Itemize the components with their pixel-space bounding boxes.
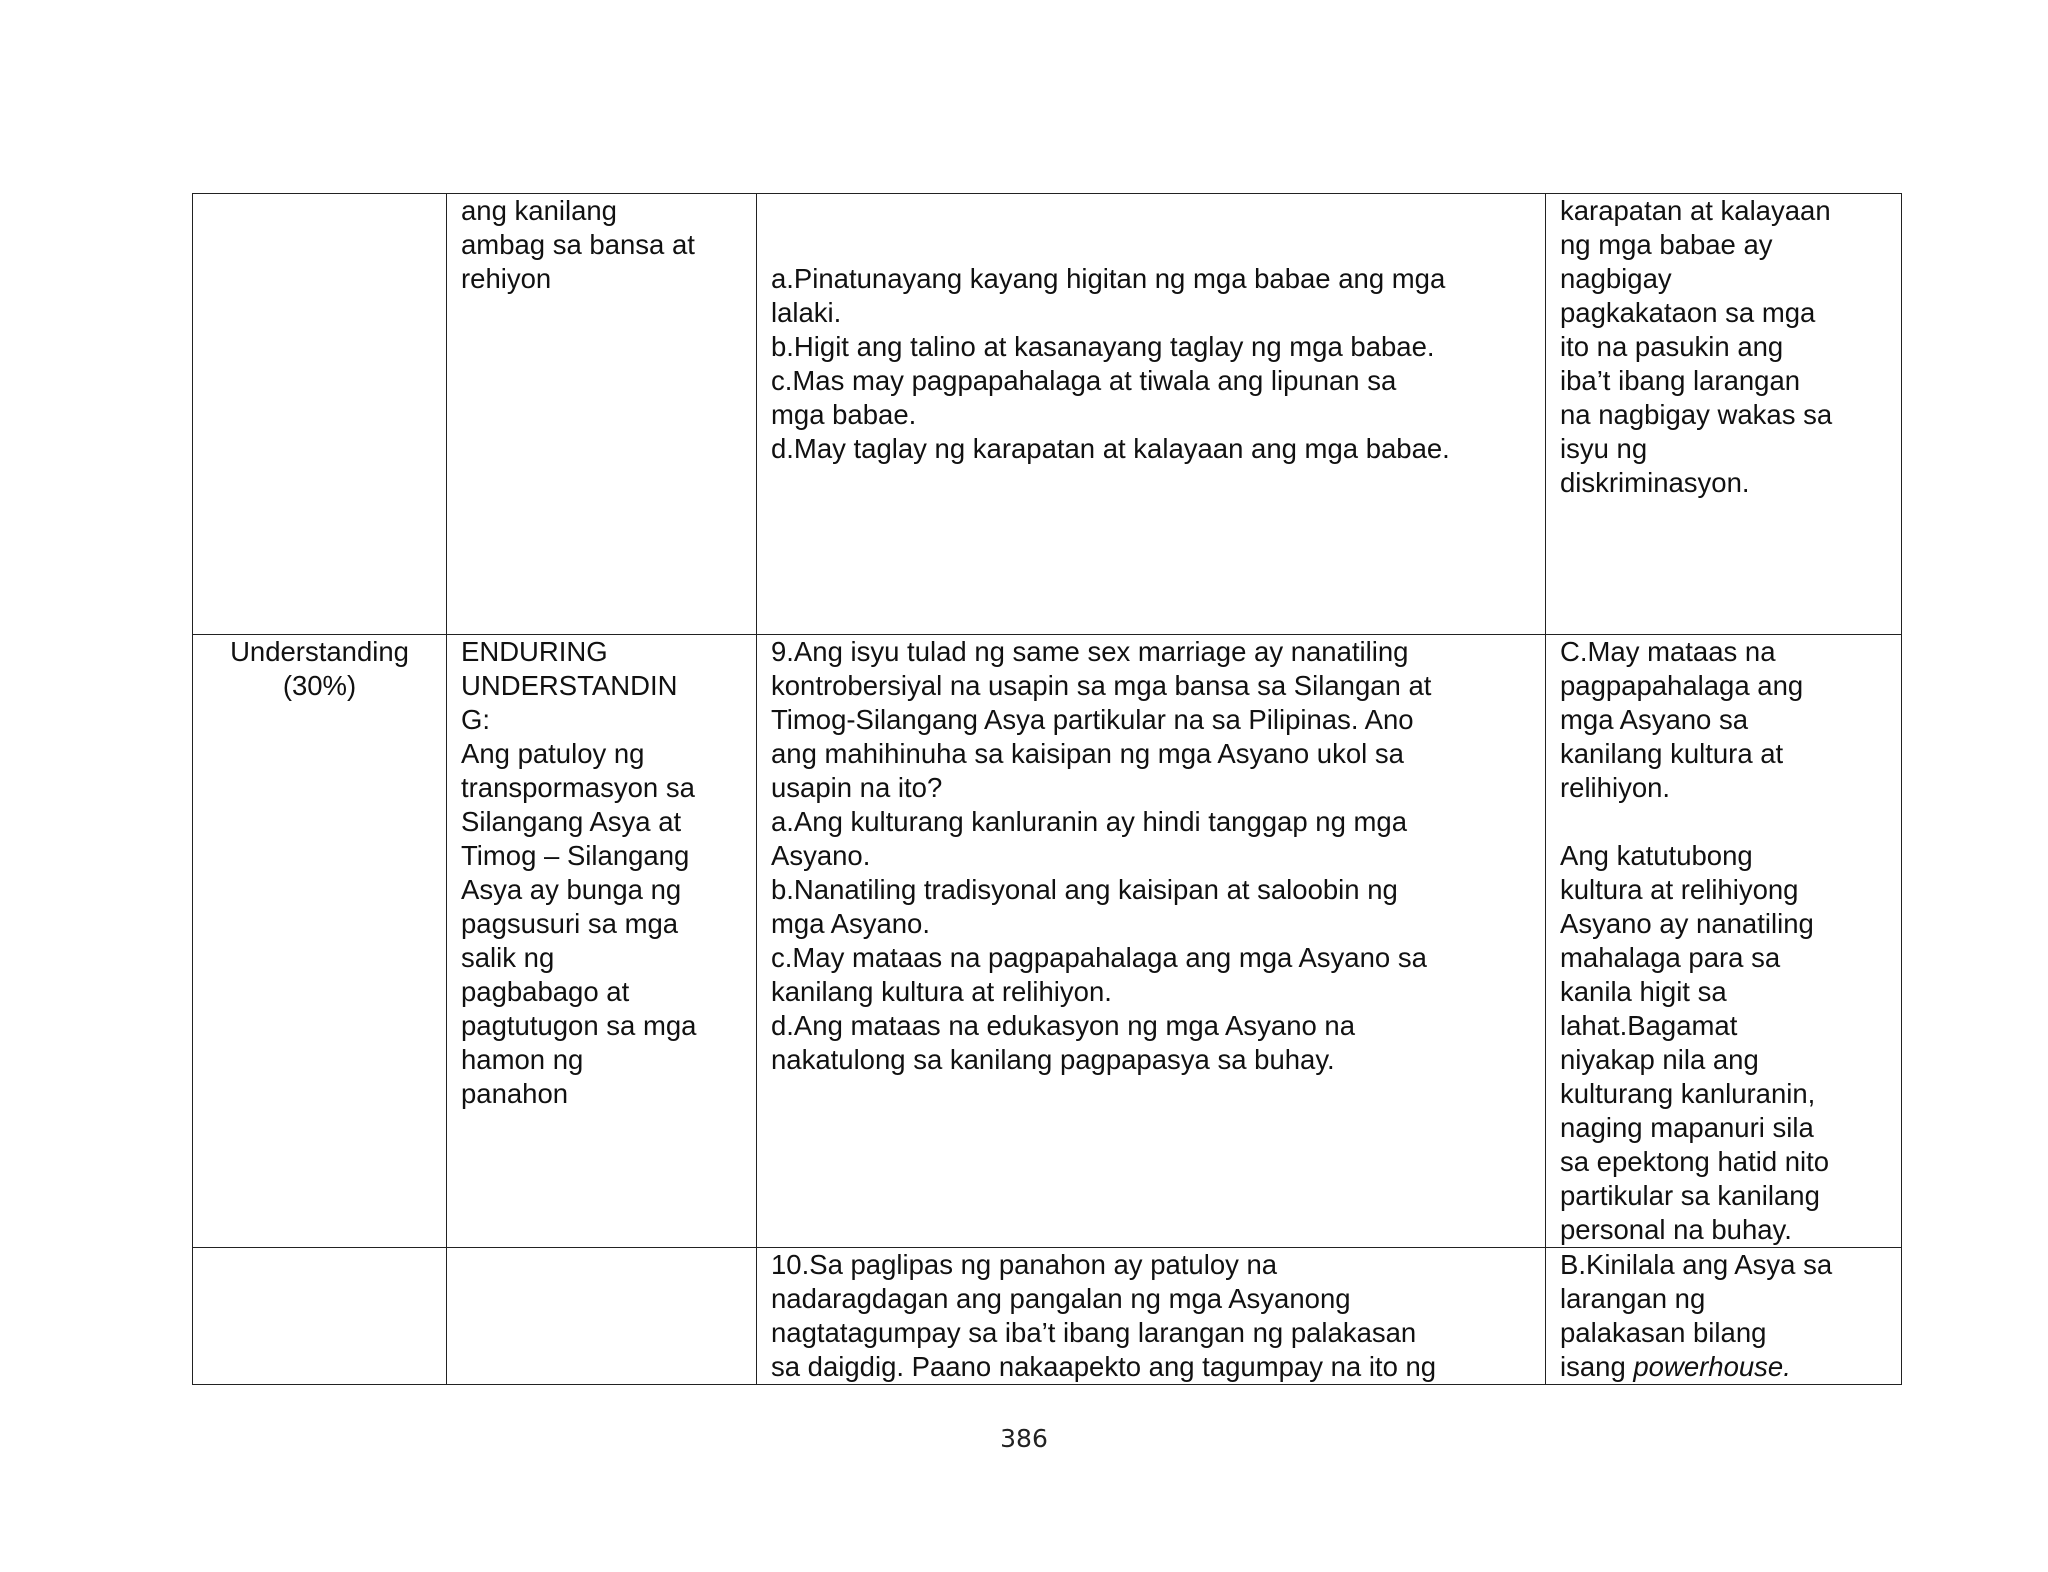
cell-line: sa epektong hatid nito	[1560, 1146, 1830, 1177]
cell-line: pagkakataon sa mga	[1560, 297, 1816, 328]
question-cell	[757, 635, 1546, 1248]
cell-line: ng mga babae ay	[1560, 229, 1773, 260]
level-cell	[193, 1248, 447, 1385]
cell-line: usapin na ito?	[771, 772, 943, 803]
cell-line: Ang katutubong	[1560, 840, 1753, 871]
cell-line: na nagbigay wakas sa	[1560, 399, 1833, 430]
cell-line: rehiyon	[461, 263, 552, 294]
cell-line: nagbigay	[1560, 263, 1672, 294]
cell-line: UNDERSTANDIN	[461, 670, 678, 701]
cell-line: lahat.Bagamat	[1560, 1010, 1738, 1041]
table-row	[193, 635, 1902, 1248]
cell-line: c.May mataas na pagpapahalaga ang mga Asyano sa	[771, 942, 1427, 973]
cell-line: kultura at relihiyong	[1560, 874, 1799, 905]
cell-line: transpormasyon sa	[461, 772, 695, 803]
cell-line: Timog – Silangang	[461, 840, 690, 871]
cell-line: partikular sa kanilang	[1560, 1180, 1820, 1211]
cell-line: niyakap nila ang	[1560, 1044, 1759, 1075]
cell-line: pagtutugon sa mga	[461, 1010, 697, 1041]
cell-line: c.Mas may pagpapahalaga at tiwala ang lipunan sa	[771, 365, 1397, 396]
question-cell	[757, 1248, 1546, 1385]
cell-line: kulturang kanluranin,	[1560, 1078, 1816, 1109]
cell-line: pagsusuri sa mga	[461, 908, 679, 939]
cell-line: ambag sa bansa at	[461, 229, 695, 260]
cell-line: relihiyon.	[1560, 772, 1671, 803]
table-row	[193, 194, 1902, 635]
page-number: 386	[1000, 1424, 1048, 1453]
cell-line: pagpapahalaga ang	[1560, 670, 1804, 701]
cell-line: nadaragdagan ang pangalan ng mga Asyanong	[771, 1283, 1351, 1314]
cell-line: palakasan bilang	[1560, 1317, 1767, 1348]
cell-line: iba’t ibang larangan	[1560, 365, 1801, 396]
cell-line: sa daigdig. Paano nakaapekto ang tagumpay na ito ng	[771, 1351, 1437, 1382]
cell-line: Ang patuloy ng	[461, 738, 645, 769]
cell-line: Asya ay bunga ng	[461, 874, 682, 905]
answer-cell	[1546, 635, 1902, 1248]
cell-line: Asyano.	[771, 840, 871, 871]
cell-line: d.May taglay ng karapatan at kalayaan ang mga babae.	[771, 433, 1450, 464]
cell-line: karapatan at kalayaan	[1560, 195, 1831, 226]
cell-line: salik ng	[461, 942, 555, 973]
cell-line: 10.Sa paglipas ng panahon ay patuloy na	[771, 1249, 1278, 1280]
cell-line: personal na buhay.	[1560, 1214, 1792, 1245]
level-cell	[193, 635, 447, 1248]
cell-line: panahon	[461, 1078, 569, 1109]
cell-line: ang kanilang	[461, 195, 617, 226]
cell-line: mga Asyano sa	[1560, 704, 1749, 735]
cell-line: ENDURING	[461, 636, 608, 667]
cell-line: a.Pinatunayang kayang higitan ng mga babae ang mga	[771, 263, 1446, 294]
cell-line	[1560, 1350, 1887, 1384]
table-row	[193, 1248, 1902, 1385]
paragraph-gap	[1560, 805, 1887, 839]
cell-line: 9.Ang isyu tulad ng same sex marriage ay nanatiling	[771, 636, 1409, 667]
cell-line: lalaki.	[771, 297, 842, 328]
cell-line: d.Ang mataas na edukasyon ng mga Asyano na	[771, 1010, 1356, 1041]
cell-line: nagtatagumpay sa iba’t ibang larangan ng palakasan	[771, 1317, 1417, 1348]
answer-cell	[1546, 1248, 1902, 1385]
answer-cell	[1546, 194, 1902, 635]
cell-line: kanila higit sa	[1560, 976, 1727, 1007]
cell-line: ito na pasukin ang	[1560, 331, 1784, 362]
cell-line: kontrobersiyal na usapin sa mga bansa sa Silangan at	[771, 670, 1432, 701]
cell-line: Timog-Silangang Asya partikular na sa Pilipinas. Ano	[771, 704, 1414, 735]
question-cell	[757, 194, 1546, 635]
cell-line: isyu ng	[1560, 433, 1648, 464]
cell-line: kanilang kultura at	[1560, 738, 1784, 769]
competency-cell	[447, 1248, 757, 1385]
cell-line: b.Nanatiling tradisyonal ang kaisipan at saloobin ng	[771, 874, 1398, 905]
cell-line: (30%)	[282, 670, 357, 701]
cell-line: mga Asyano.	[771, 908, 930, 939]
cell-line: mahalaga para sa	[1560, 942, 1781, 973]
cell-line: Understanding	[230, 636, 409, 667]
cell-line: Silangang Asya at	[461, 806, 682, 837]
cell-line: hamon ng	[461, 1044, 584, 1075]
cell-line: C.May mataas na	[1560, 636, 1776, 667]
cell-line: nakatulong sa kanilang pagpapasya sa buhay.	[771, 1044, 1335, 1075]
cell-line: pagbabago at	[461, 976, 630, 1007]
cell-line: diskriminasyon.	[1560, 467, 1750, 498]
competency-cell	[447, 635, 757, 1248]
cell-line: b.Higit ang talino at kasanayang taglay ng mga babae.	[771, 331, 1435, 362]
cell-line: kanilang kultura at relihiyon.	[771, 976, 1112, 1007]
cell-line: ang mahihinuha sa kaisipan ng mga Asyano ukol sa	[771, 738, 1404, 769]
cell-line: B.Kinilala ang Asya sa	[1560, 1249, 1833, 1280]
cell-line: mga babae.	[771, 399, 917, 430]
cell-line: Asyano ay nanatiling	[1560, 908, 1814, 939]
cell-line: larangan ng	[1560, 1283, 1706, 1314]
competency-cell	[447, 194, 757, 635]
cell-line: a.Ang kulturang kanluranin ay hindi tanggap ng mga	[771, 806, 1408, 837]
assessment-table	[192, 193, 1902, 1385]
level-cell	[193, 194, 447, 635]
cell-line: G:	[461, 704, 491, 735]
cell-text: isang	[1560, 1351, 1626, 1382]
emphasis-text: powerhouse.	[1633, 1351, 1791, 1382]
cell-line: naging mapanuri sila	[1560, 1112, 1814, 1143]
